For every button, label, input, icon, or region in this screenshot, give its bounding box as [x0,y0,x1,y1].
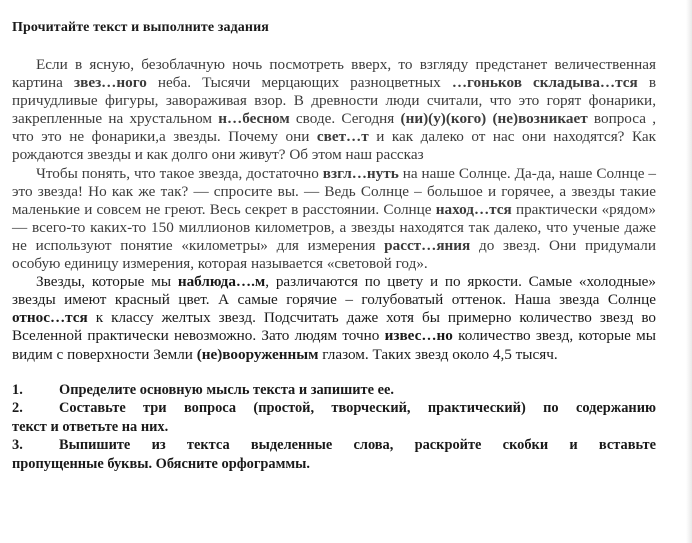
task-text [59,381,656,400]
page-edge-shadow [686,0,692,543]
highlighted-word: относ…тся [12,309,88,327]
text-run: вопроса , что это не фонарики,а звезды. Почему они [12,110,656,146]
highlighted-word: свет…т [316,128,369,146]
text-run: Если в ясную, безоблачную ночь посмотреть вверх, то взгляду предстанет величественная картина [12,56,656,92]
reading-text [12,56,656,364]
highlighted-word: наход…тся [435,200,512,218]
task-text [12,399,656,436]
text-paragraph [12,273,656,363]
text-paragraph [12,165,656,274]
text-run: Звезды, которые мы [36,273,178,291]
text-run: к классу желтых звезд. Подсчитать даже хотя бы примерно количество звезд во Вселенной практически невозможно. Зато людям точно [12,309,656,345]
highlighted-word: извес…но [384,327,453,345]
task-number: 1. [12,381,23,398]
highlighted-word: (ни)(у)(кого) (не)возникает [400,110,588,128]
text-run: глазом. Таких звезд около 4,5 тысяч. [318,345,558,363]
highlighted-word: н…бесном [218,110,290,128]
text-paragraph [12,56,656,165]
text-run: до звезд. Они придумали особую единицу измерения, которая называется «световой год». [12,236,656,273]
text-run: , различаются по цвету и по яркости. Самые «холодные» звезды имеют красный цвет. А самые горячие – голубоватый оттенок. Наша звезда Солнце [12,273,656,309]
text-run: Чтобы понять, что такое звезда, достаточно [36,164,323,182]
document-page [12,20,656,474]
task-list [12,381,656,474]
task-text-line: Выпишите из тектса выделенные слова, раскройте скобки и вставьте [59,437,656,454]
task-text-line: Определите основную мысль текста и запишите ее. [59,381,394,398]
highlighted-word: расст…яния [384,236,471,254]
highlighted-word: звез…ного [74,74,147,92]
task-item [12,399,656,436]
text-run: на наше Солнце. Да-да, наше Солнце – это звезда! Но как же так? — спросите вы. — Ведь Солнце – большое и горячее, а звезды такие маленькие и совсем не греют. Весь секрет в расстоянии. Солнце [12,164,656,218]
text-run: практически «рядом» — всего-то каких-то 150 миллионов километров, а звезды находятся так далеко, что ученые даже не используют понятие «километры» для измерения [12,200,656,254]
text-run: неба. Тысячи мерцающих разноцветных [146,74,452,92]
document-title: Прочитайте текст и выполните задания [12,20,269,35]
text-run: в причудливые фигуры, завораживая взор. В древности люди считали, что это горят фонарики, закрепленные на хрустальном [12,74,657,128]
highlighted-word: …гоньков складыва…тся [451,74,638,92]
highlighted-word: наблюда….м [177,273,266,291]
task-number: 3. [12,437,23,454]
task-text [12,436,656,473]
text-run: и как далеко от нас они находятся? Как рождаются звезды и как долго они живут? Об этом наш рассказ [12,128,657,164]
highlighted-word: взгл…нуть [322,164,399,182]
task-text-continuation: пропущенные буквы. Обясните орфограммы. [12,455,311,472]
task-number: 2. [12,400,23,417]
text-run: своде. Сегодня [289,110,401,128]
task-text-line: Составьте три вопроса (простой, творческий, практический) по содержанию [59,400,656,417]
task-item [12,381,656,400]
text-run: количество звезд, которые мы видим с поверхности Земли [12,327,656,363]
cropped-previous-line [0,0,692,6]
task-item [12,436,656,473]
highlighted-word: (не)вооруженным [196,345,319,363]
task-text-continuation: текст и ответьте на них. [12,418,169,435]
